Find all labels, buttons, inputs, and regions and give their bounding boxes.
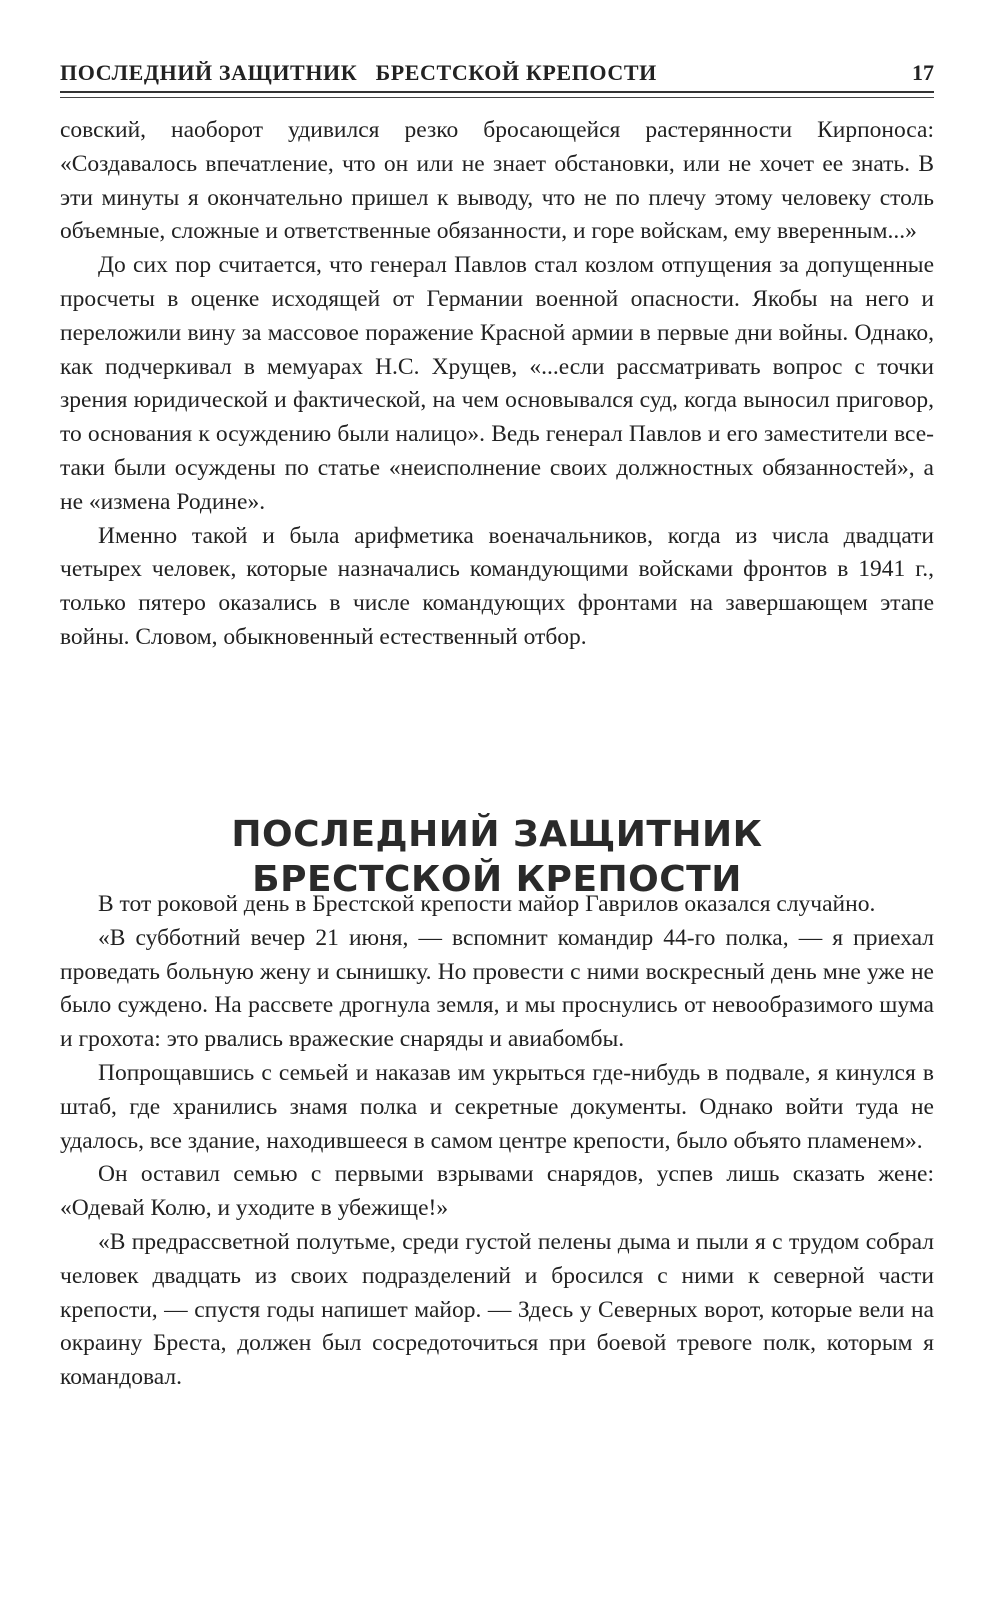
page-number: 17 — [912, 60, 934, 85]
paragraph: «В субботний вечер 21 июня, — вспомнит командир 44-го полка, — я приехал проведать больную жену и сынишку. Но провести с ними воскресный день мне уже не было суждено. На рассвете дрогнула земля, и мы проснулись от невообразимого шума и грохота: это рвались вражеские снаряды и авиабомбы. — [60, 924, 934, 1053]
section-heading-line-2: БРЕСТСКОЙ КРЕПОСТИ — [252, 858, 742, 900]
text-block-top — [60, 114, 934, 655]
header-rule-thick — [60, 91, 934, 93]
section-heading-line-1: ПОСЛЕДНИЙ ЗАЩИТНИК — [231, 813, 763, 855]
paragraph-continued: совский, наоборот удивился резко бросающейся растерянности Кирпоноса: «Создавалось впечатление, что он или не знает обстановки, или не хочет ее знать. В эти минуты я окончательно пришел к выводу, что не по плечу этому человеку столь объемные, сложные и ответственные обязанности, и горе войскам, ему вверенным...» — [60, 117, 934, 245]
running-title: ПОСЛЕДНИЙ ЗАЩИТНИК БРЕСТСКОЙ КРЕПОСТИ — [60, 60, 657, 85]
paragraph: Он оставил семью с первыми взрывами снарядов, успев лишь сказать жене: «Одевай Колю, и уходите в убежище!» — [60, 1161, 934, 1222]
paragraph: «В предрассветной полутьме, среди густой пелены дыма и пыли я с трудом собрал человек двадцать из своих подразделений и бросился с ними к северной части крепости, — спустя годы напишет майор. — Здесь у Северных ворот, которые вели на окраину Бреста, должен был сосредоточиться при боевой тревоге полк, которым я командовал. — [60, 1228, 934, 1391]
paragraph: Попрощавшись с семьей и наказав им укрыться где-нибудь в подвале, я кинулся в штаб, где хранились знамя полка и секретные документы. Однако войти туда не удалось, все здание, находившееся в самом центре крепости, было объято пламенем». — [60, 1059, 934, 1154]
header-rule-thin — [60, 97, 934, 98]
paragraph: До сих пор считается, что генерал Павлов стал козлом отпущения за допущенные просчеты в оценке исходящей от Германии военной опасности. Якобы на него и переложили вину за массовое поражение Красной армии в первые дни войны. Однако, как подчеркивал в мемуарах Н.С. Хрущев, «...если рассматривать вопрос с точки зрения юридической и фактической, на чем основывался суд, когда выносил приговор, то основания к осуждению были налицо». Ведь генерал Павлов и его заместители все-таки были осуждены по статье «неисполнение своих должностных обязанностей», а не «измена Родине». — [60, 252, 934, 515]
running-header — [60, 60, 934, 94]
paragraph: Именно такой и была арифметика военачальников, когда из числа двадцати четырех человек, которые назначались командующими войсками фронтов в 1941 г., только пятеро оказались в числе командующих фронтами на завершающем этапе войны. Словом, обыкновенный естественный отбор. — [60, 522, 934, 650]
text-block-bottom — [60, 888, 934, 1395]
paragraph: В тот роковой день в Брестской крепости майор Гаврилов оказался случайно. — [98, 891, 876, 917]
